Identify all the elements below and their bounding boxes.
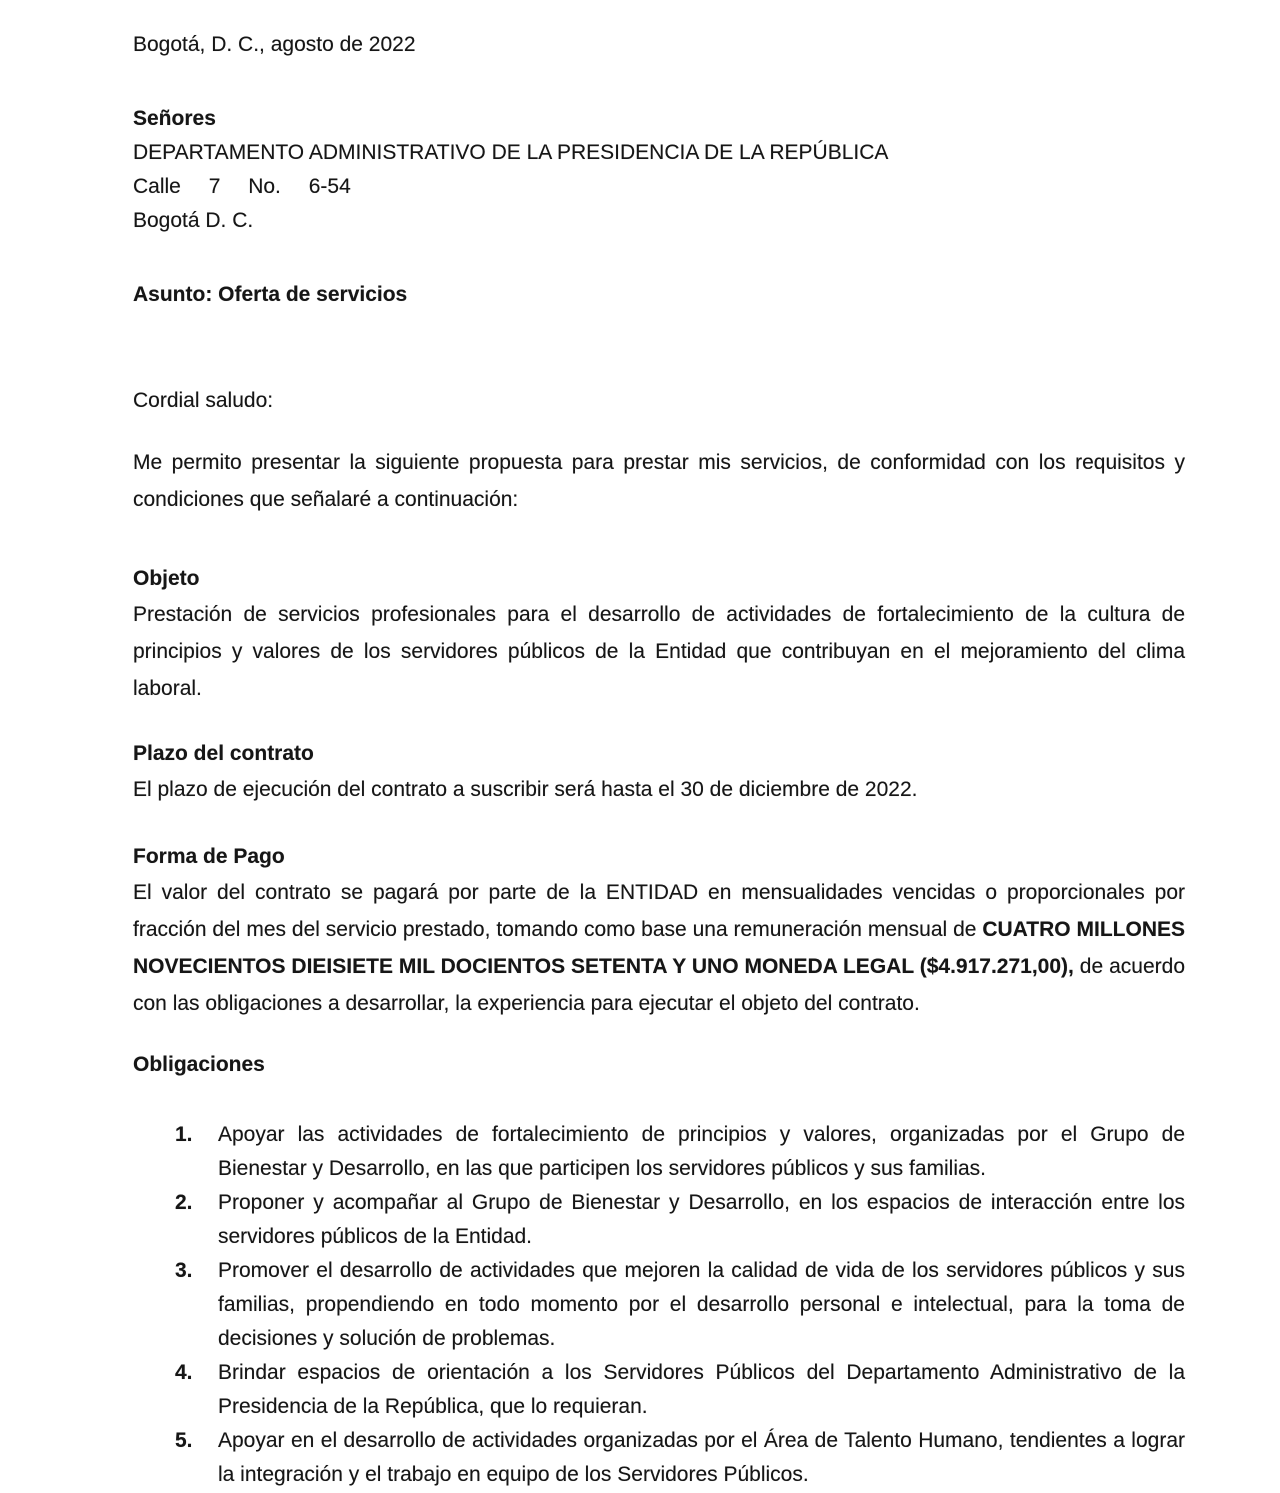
recipient-entity: DEPARTAMENTO ADMINISTRATIVO DE LA PRESIDENCIA DE LA REPÚBLICA — [133, 141, 889, 164]
recipient-address: Calle 7 No. 6-54 — [133, 175, 351, 198]
recipient-block — [133, 102, 1185, 238]
obligations-list — [133, 1118, 1185, 1492]
amount-in-words: CUATRO MILLONES NOVECIENTOS DIEISIETE MIL DOCIENTOS SETENTA Y UNO MONEDA LEGAL — [133, 918, 1185, 978]
obligation-number: 2. — [175, 1191, 193, 1214]
amount-in-figures: ($4.917.271,00), — [919, 955, 1074, 978]
plazo-heading: Plazo del contrato — [133, 742, 314, 765]
obligation-text: Apoyar en el desarrollo de actividades organizadas por el Área de Talento Humano, tendientes a lograr la integración y el trabajo en equipo de los Servidores Públicos. — [218, 1429, 1185, 1486]
intro-paragraph: Me permito presentar la siguiente propuesta para prestar mis servicios, de conformidad con los requisitos y condiciones que señalaré a continuación: — [133, 451, 1185, 511]
obligation-number: 5. — [175, 1429, 193, 1452]
objeto-heading: Objeto — [133, 567, 200, 590]
obligation-item — [175, 1424, 1185, 1492]
objeto-body: Prestación de servicios profesionales para el desarrollo de actividades de fortalecimiento de la cultura de principios y valores de los servidores públicos de la Entidad que contribuyan en el mejoramiento del clima laboral. — [133, 603, 1185, 700]
recipient-city: Bogotá D. C. — [133, 209, 254, 232]
obligation-text: Promover el desarrollo de actividades que mejoren la calidad de vida de los servidores públicos y sus familias, propendiendo en todo momento por el desarrollo personal e intelectual, para la toma de decisiones y solución de problemas. — [218, 1259, 1185, 1350]
plazo-body: El plazo de ejecución del contrato a suscribir será hasta el 30 de diciembre de 2022. — [133, 778, 918, 801]
subject-line: Asunto: Oferta de servicios — [133, 283, 408, 306]
obligation-text: Proponer y acompañar al Grupo de Bienestar y Desarrollo, en los espacios de interacción entre los servidores públicos de la Entidad. — [218, 1191, 1185, 1248]
obligation-number: 1. — [175, 1123, 193, 1146]
obligation-item — [175, 1186, 1185, 1254]
recipient-salutation: Señores — [133, 107, 216, 130]
obligation-number: 3. — [175, 1259, 193, 1282]
greeting: Cordial saludo: — [133, 389, 274, 412]
obligation-item — [175, 1254, 1185, 1356]
obligation-item — [175, 1118, 1185, 1186]
obligation-number: 4. — [175, 1361, 193, 1384]
date-line: Bogotá, D. C., agosto de 2022 — [133, 33, 416, 56]
forma-pago-text-1: El valor del contrato se pagará por parte de la ENTIDAD en mensualidades vencidas o proporcionales por fracción del mes del servicio prestado, tomando como base una remuneración mensual de — [133, 881, 1185, 941]
forma-pago-heading: Forma de Pago — [133, 845, 285, 868]
obligation-item — [175, 1356, 1185, 1424]
obligaciones-heading: Obligaciones — [133, 1053, 265, 1076]
forma-pago-text-2: de acuerdo con las obligaciones a desarrollar, la experiencia para ejecutar el objeto del contrato. — [133, 955, 1185, 1015]
obligation-text: Brindar espacios de orientación a los Servidores Públicos del Departamento Administrativo de la Presidencia de la República, que lo requieran. — [218, 1361, 1185, 1418]
obligation-text: Apoyar las actividades de fortalecimiento de principios y valores, organizadas por el Grupo de Bienestar y Desarrollo, en las que participen los servidores públicos y sus familias. — [218, 1123, 1185, 1180]
forma-pago-body — [133, 874, 1185, 1022]
